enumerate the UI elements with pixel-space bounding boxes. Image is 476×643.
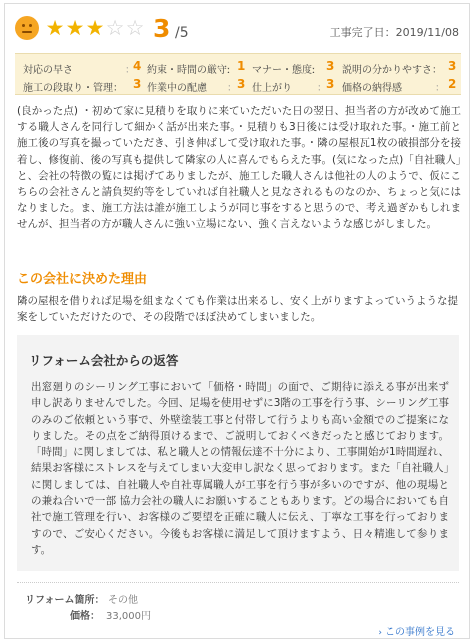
rating-value: 3	[133, 77, 142, 91]
rating-breakdown: 対応の早さ ： 4 約束・時間の厳守ː 1 マナー・態度ː 3 説明の分かりやすさ： 3 施工の段取り・管理： 3 作業中の配慮 ： 3 仕上がり ： 3 価格の納得感 ： 2	[15, 53, 461, 95]
rating-label: 価格の納得感	[342, 83, 402, 94]
chevron-right-icon: ›	[378, 628, 382, 638]
star-filled-icon: ★	[65, 15, 85, 40]
rating-max: /5	[175, 25, 189, 41]
smiley-face-icon	[15, 16, 39, 40]
reform-place-label: リフォーム箇所：	[25, 595, 105, 606]
price-value: 33,000円	[106, 611, 151, 622]
reply-heading: リフォーム会社からの返答	[29, 353, 179, 368]
rating-label: 施工の段取り・管理：	[23, 83, 123, 94]
rating-value: 1	[237, 59, 246, 73]
company-reply	[17, 335, 459, 571]
rating-value: 3	[448, 59, 457, 73]
reform-place-value: その他	[108, 595, 138, 606]
star-empty-icon: ☆	[105, 15, 125, 40]
rating-value: 3	[326, 77, 335, 91]
view-case-link[interactable]	[378, 623, 455, 638]
rating-label: 仕上がり	[252, 83, 292, 94]
rating-value: 4	[133, 59, 142, 73]
price-label: 価格：	[70, 611, 100, 622]
rating-value: 2	[448, 77, 457, 91]
divider	[17, 582, 459, 583]
reason-heading: この会社に決めた理由	[17, 272, 148, 287]
star-filled-icon: ★	[85, 15, 105, 40]
rating-value: 3	[326, 59, 335, 73]
rating-label: 作業中の配慮	[147, 83, 207, 94]
rating-label: 説明の分かりやすさ：	[342, 65, 442, 76]
review-text: (良かった点) ・初めて家に見積りを取りに来ていただいた日の翌日、担当者の方が改めて施工する職人さんを同行して細かく話が出来た事。・見積りも3日後には受け取れた事。・施工前と施工後の写真を撮っていただき、引き伸ばして受け取れた事。・隣の屋根瓦1枚の破損部分を接着し、修復前、後の写真も提供して隣家の人に喜んでもらえた事。(気になった点)「自社職人」と、会社の特徴の覧には掲げてありましたが、施工した職人さんは他社の人のようで、仮にこちらの会社さんと請負契約等をしていれば自社職人と見なされるものなのか、ちょっと気にはなりました。ま、施工方法は誰が施工しようが同じ事をすると思うので、考え過ぎかもしれませんが、担当者の方が職人さんに強い立場にない、強く言えないような感じがしました。	[17, 105, 461, 231]
rating-label: 約束・時間の厳守ː	[147, 65, 231, 76]
star-empty-icon: ☆	[125, 15, 145, 40]
view-case-link-label: この事例を見る	[385, 627, 455, 638]
reason-text: 隣の屋根を借りれば足場を組まなくても作業は出来るし、安く上がりますよっていうような提案をしていただけたので、その段階でほぼ決めてしまいました。	[17, 295, 458, 324]
rating-score: 3	[153, 14, 171, 43]
completion-date: 工事完了日：2019/11/08	[329, 26, 459, 39]
star-rating	[45, 15, 145, 41]
rating-label: 対応の早さ	[23, 65, 73, 76]
review-card	[4, 3, 470, 639]
review-header	[15, 14, 459, 44]
star-filled-icon: ★	[45, 15, 65, 40]
rating-value: 3	[237, 77, 246, 91]
reply-body: 出窓廻りのシーリング工事において「価格・時間」の面で、ご期待に添える事が出来ず申し訳ありませんでした。今回、足場を使用せずに3階の工事を行う事、シーリング工事のみのご依頼という事で、外壁塗装工事と付帯して行うよりも高い金額でのご提案になりました。その点をご納得頂けるまで、ご説明しておくべきだったと感じております。「時間」に関しましては、私と職人との情報伝達不十分により、工事開始が1時間遅れ、結果お客様にストレスを与えてしまい大変申し訳なく思っております。また「自社職人」に関しましては、自社職人や自社専属職人が工事を行う事が多いのですが、他の現場との兼ね合いで一部 協力会社の職人にお願いすることもあります。どの場合においても自社で施工管理を行い、お客様のご要望を正確に職人に伝え、丁寧な工事を行っておりますので、ご安心ください。今後もお客様に満足して頂けますよう、日々精進して参ります。	[31, 381, 449, 556]
rating-label: マナー・態度ː	[252, 65, 316, 76]
